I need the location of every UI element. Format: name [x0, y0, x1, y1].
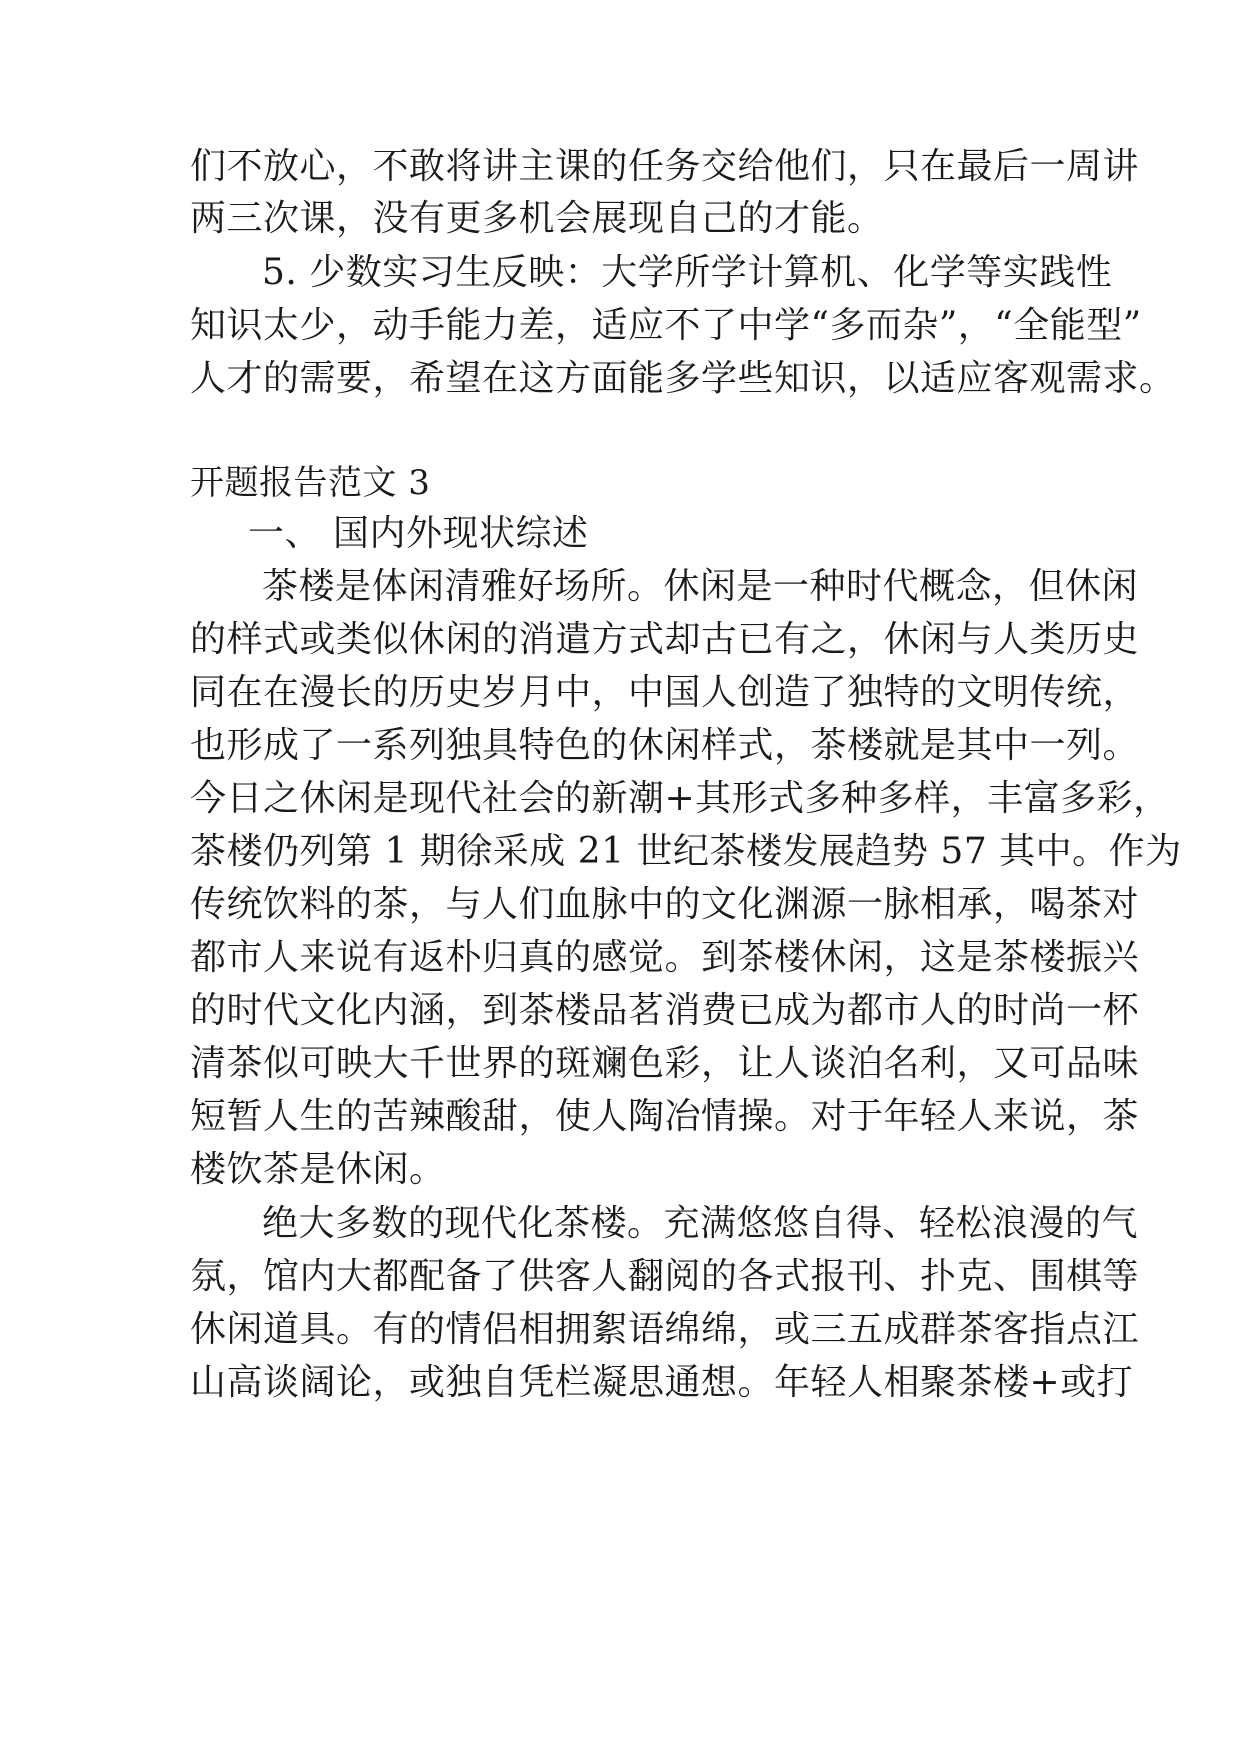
paragraph-line: 绝大多数的现代化茶楼。充满悠悠自得、轻松浪漫的气: [262, 1203, 1139, 1244]
paragraph-line: 短暂人生的苦辣酸甜，使人陶冶情操。对于年轻人来说，茶: [190, 1096, 1140, 1137]
paragraph-line: 楼饮茶是休闲。: [190, 1149, 446, 1190]
paragraph-line: 人才的需要，希望在这方面能多学些知识，以适应客观需求。: [190, 358, 1176, 399]
paragraph-line: 茶楼仍列第 1 期徐采成 21 世纪茶楼发展趋势 57 其中。作为: [190, 831, 1182, 872]
paragraph-line: 同在在漫长的历史岁月中，中国人创造了独特的文明传统，: [190, 672, 1140, 713]
section-title: 开题报告范文 3: [190, 463, 431, 503]
paragraph-line: 们不放心，不敢将讲主课的任务交给他们，只在最后一周讲: [190, 146, 1140, 187]
paragraph-line: 知识太少，动手能力差，适应不了中学“多而杂”，“全能型”: [190, 305, 1142, 346]
paragraph-line: 休闲道具。有的情侣相拥絮语绵绵，或三五成群茶客指点江: [190, 1309, 1140, 1350]
paragraph-line: 两三次课，没有更多机会展现自己的才能。: [190, 198, 884, 239]
paragraph-line: 也形成了一系列独具特色的休闲样式，茶楼就是其中一列。: [190, 725, 1140, 766]
paragraph-line: 都市人来说有返朴归真的感觉。到茶楼休闲，这是茶楼振兴: [190, 937, 1140, 978]
paragraph-line: 清茶似可映大千世界的斑斓色彩，让人谈泊名利，又可品味: [190, 1043, 1140, 1084]
paragraph-line: 传统饮料的茶，与人们血脉中的文化渊源一脉相承，喝茶对: [190, 884, 1140, 925]
paragraph-line: 氛，馆内大都配备了供客人翻阅的各式报刊、扑克、围棋等: [190, 1256, 1140, 1297]
paragraph-line: 今日之休闲是现代社会的新潮+其形式多种多样，丰富多彩，: [190, 778, 1170, 819]
paragraph-line: 茶楼是体闲清雅好场所。休闲是一种时代概念，但休闲: [262, 566, 1139, 607]
paragraph-line: 山高谈阔论，或独自凭栏凝思通想。年轻人相聚茶楼+或打: [190, 1362, 1134, 1403]
list-item-5: 5. 少数实习生反映：大学所学计算机、化学等实践性: [262, 252, 1113, 293]
paragraph-line: 的时代文化内涵，到茶楼品茗消费已成为都市人的时尚一杯: [190, 990, 1140, 1031]
paragraph-line: 的样式或类似休闲的消遣方式却古已有之，休闲与人类历史: [190, 619, 1140, 660]
subsection-heading: 一、 国内外现状综述: [248, 513, 589, 554]
